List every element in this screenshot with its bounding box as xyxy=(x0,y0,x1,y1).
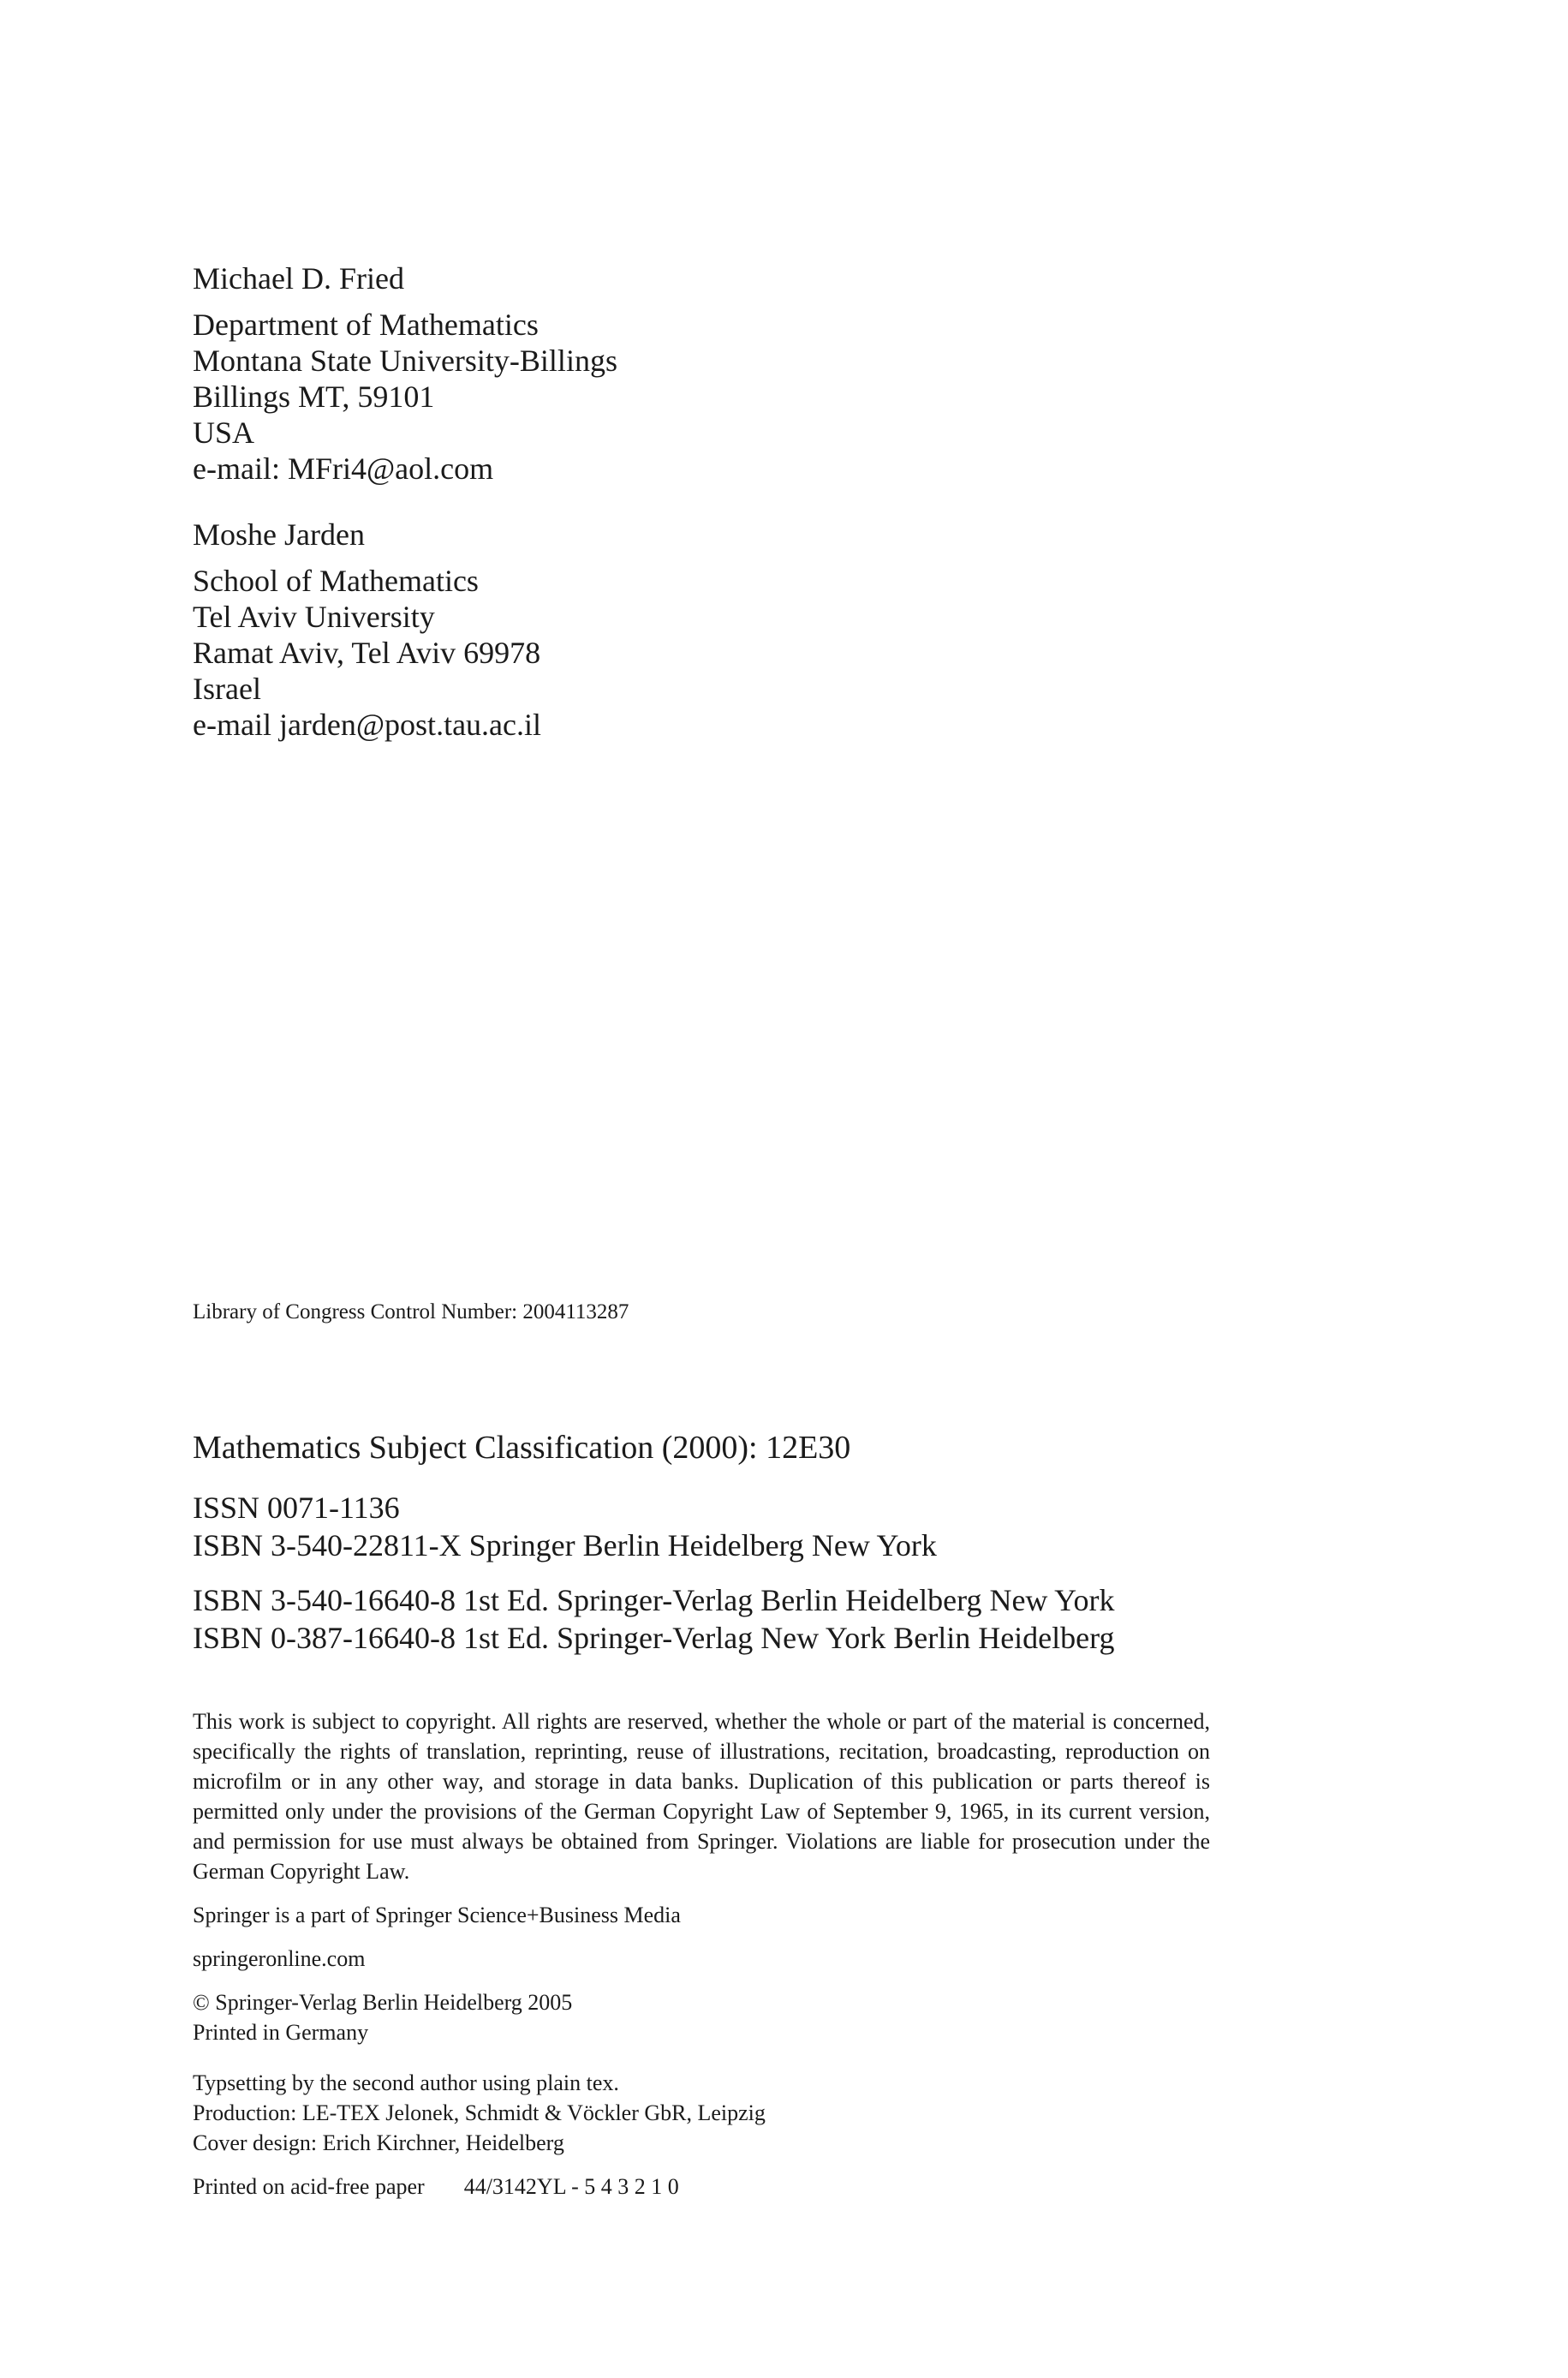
address-line: Montana State University-Billings xyxy=(193,344,617,378)
email-line: e-mail jarden@post.tau.ac.il xyxy=(193,708,542,742)
issn-line: ISSN 0071-1136 xyxy=(193,1491,400,1525)
copyright-block xyxy=(193,1706,1212,2202)
paper-line: Printed on acid-free paper xyxy=(193,2174,425,2199)
isbn-first-edition: ISBN 3-540-16640-8 1st Ed. Springer-Verlag Berlin Heidelberg New York xyxy=(193,1583,1115,1617)
address-line: USA xyxy=(193,415,255,450)
cover-design-line: Cover design: Erich Kirchner, Heidelberg xyxy=(193,2130,564,2155)
address-line: Tel Aviv University xyxy=(193,600,435,634)
springer-part-of: Springer is a part of Springer Science+Business Media xyxy=(193,1903,681,1927)
email-line: e-mail: MFri4@aol.com xyxy=(193,451,494,486)
printed-in-line: Printed in Germany xyxy=(193,2020,369,2045)
address-line: Department of Mathematics xyxy=(193,308,539,342)
imprint-page xyxy=(193,0,1212,2378)
copyright-line: © Springer-Verlag Berlin Heidelberg 2005 xyxy=(193,1990,573,2015)
author-block-jarden xyxy=(193,517,1212,743)
address-line: School of Mathematics xyxy=(193,564,479,598)
website-line: springeronline.com xyxy=(193,1946,366,1971)
isbn-primary: ISBN 3-540-22811-X Springer Berlin Heidelberg New York xyxy=(193,1528,937,1562)
loc-block xyxy=(193,1300,1212,1325)
production-line: Production: LE-TEX Jelonek, Schmidt & Vöckler GbR, Leipzig xyxy=(193,2100,766,2125)
classification-block xyxy=(193,1429,1212,1657)
author-name: Michael D. Fried xyxy=(193,261,404,296)
loc-control-number: Library of Congress Control Number: 2004113287 xyxy=(193,1300,629,1323)
address-line: Billings MT, 59101 xyxy=(193,379,435,414)
isbn-first-edition: ISBN 0-387-16640-8 1st Ed. Springer-Verlag New York Berlin Heidelberg xyxy=(193,1621,1115,1655)
print-code: 44/3142YL - 5 4 3 2 1 0 xyxy=(463,2174,679,2199)
copyright-notice: This work is subject to copyright. All rights are reserved, whether the whole or part of the material is concerned, specifically the rights of translation, reprinting, reuse of illustrations, recitation, broadcasting, reproduction on microfilm or in any other way, and storage in data banks. Duplication of this publication or parts thereof is permitted only under the provisions of the German Copyright Law of September 9, 1965, in its current version, and permission for use must always be obtained from Springer. Violations are liable for prosecution under the German Copyright Law. xyxy=(193,1709,1210,1884)
author-name: Moshe Jarden xyxy=(193,517,365,552)
paper-row xyxy=(193,2172,1212,2202)
msc-classification: Mathematics Subject Classification (2000): 12E30 xyxy=(193,1430,851,1466)
typesetting-line: Typsetting by the second author using plain tex. xyxy=(193,2070,619,2095)
author-block-fried xyxy=(193,260,1212,487)
address-line: Ramat Aviv, Tel Aviv 69978 xyxy=(193,636,541,670)
address-line: Israel xyxy=(193,672,261,706)
